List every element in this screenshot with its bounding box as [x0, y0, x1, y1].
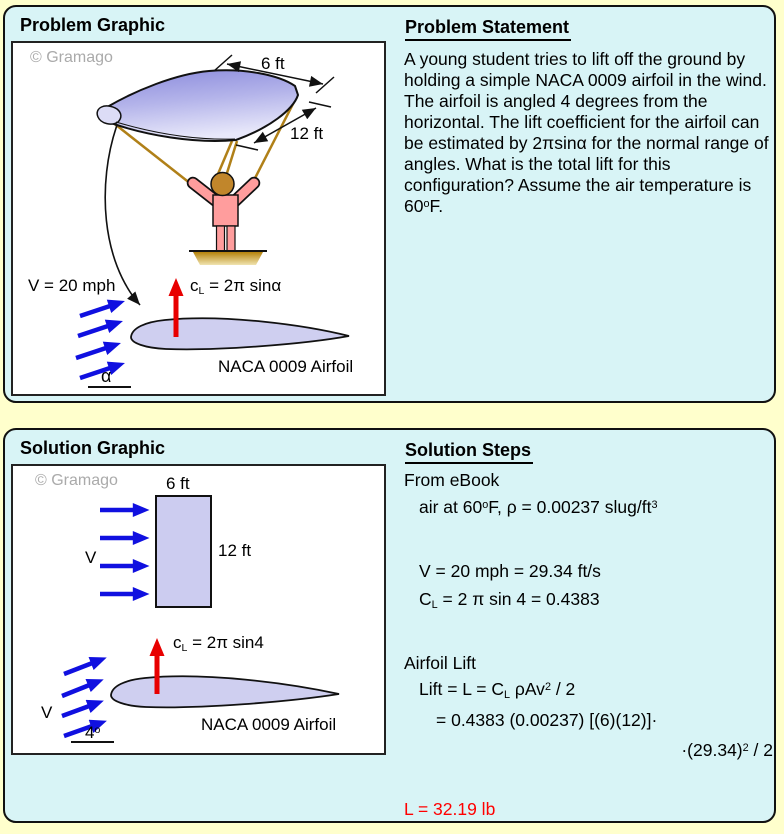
step-calc-line1: = 0.4383 (0.00237) [(6)(12)]· [436, 710, 658, 730]
span-dimension-label: 6 ft [261, 54, 285, 73]
solution-graphic-drawing [13, 466, 384, 753]
step-calc-line2: $\cdot(29.34)^2 / 2$ [681, 740, 773, 760]
lift-coefficient-label: $c_L = 2\pi$ sinα [190, 276, 282, 298]
step-lift-coefficient: $C_L = 2$ π sin 4 = 0.4383 [419, 589, 600, 612]
ground [193, 252, 263, 265]
velocity-label-top: V [85, 548, 97, 567]
problem-graphic-title: Problem Graphic [20, 15, 166, 35]
velocity-label-bottom: V [41, 703, 53, 722]
wind-arrows-horizontal [100, 510, 137, 594]
solution-steps-column [402, 430, 774, 821]
solution-steps-title: Solution Steps [405, 440, 533, 464]
solution-graphic-box [11, 464, 386, 755]
problem-panel [3, 5, 776, 403]
wing-3d [97, 70, 298, 141]
step-velocity: V = 20 mph = 29.34 ft/s [419, 561, 601, 581]
problem-statement-title: Problem Statement [405, 17, 571, 41]
solution-panel [3, 428, 776, 823]
solution-graphic-title: Solution Graphic [20, 438, 166, 458]
lift-coefficient-label: $c_L = 2\pi$ sin4 [173, 633, 264, 655]
watermark: © Gramago [35, 472, 118, 489]
height-dimension-label: 12 ft [218, 541, 252, 560]
step-lift-heading: Airfoil Lift [404, 653, 476, 673]
alpha-label: α [101, 366, 112, 386]
velocity-label: V = 20 mph [28, 276, 116, 295]
step-source: From eBook [404, 470, 500, 490]
airfoil-profile [111, 676, 339, 707]
airfoil-profile [131, 318, 349, 349]
watermark: © Gramago [30, 49, 113, 66]
result-value: L = 32.19 lb [404, 799, 496, 819]
person-figure [189, 173, 267, 266]
problem-statement-text: A young student tries to lift off the ground by holding a simple NACA 0009 airfoil in the wind. The airfoil is angled 4 degrees from the horizontal. The lift coefficient for the airfoil can be estimated by 2πsinα for the normal range of angles. What is the total lift for this configuration? Assume the air temperature is 60$^o$F. [404, 49, 769, 216]
airfoil-name-label: NACA 0009 Airfoil [218, 357, 354, 376]
problem-statement-column [402, 7, 774, 401]
problem-graphic-drawing [13, 43, 384, 394]
planform-rectangle [156, 496, 211, 607]
width-dimension-label: 6 ft [166, 474, 190, 493]
step-air-density: air at 60$^o$F, ρ = 0.00237 slug/$ft^3$ [419, 497, 658, 517]
problem-graphic-box [11, 41, 386, 396]
step-lift-equation: Lift = $L = C_L$ ρAv$^2$ / 2 [419, 679, 576, 702]
chord-dimension-label: 12 ft [290, 124, 324, 143]
angle-label: 4$^o$ [85, 723, 101, 742]
airfoil-name-label: NACA 0009 Airfoil [201, 715, 337, 734]
